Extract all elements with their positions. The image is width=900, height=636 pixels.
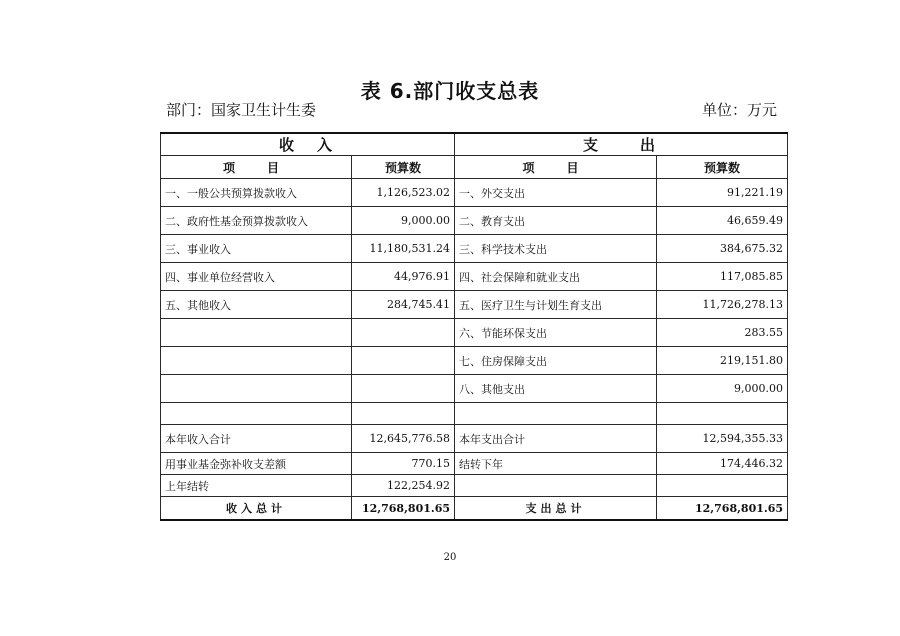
income-year-total-label: 本年收入合计 bbox=[161, 425, 352, 453]
empty-cell bbox=[161, 347, 352, 375]
income-value: 1,126,523.02 bbox=[352, 179, 455, 207]
empty-cell bbox=[455, 475, 657, 497]
income-value: 11,180,531.24 bbox=[352, 235, 455, 263]
income-label: 一、一般公共预算拨款收入 bbox=[161, 179, 352, 207]
empty-cell bbox=[657, 475, 788, 497]
table-row bbox=[161, 207, 788, 235]
table-row bbox=[161, 179, 788, 207]
expense-label: 五、医疗卫生与计划生育支出 bbox=[455, 291, 657, 319]
table-row bbox=[161, 291, 788, 319]
page-title: 表 6.部门收支总表 bbox=[360, 79, 540, 103]
expense-value: 117,085.85 bbox=[657, 263, 788, 291]
expense-year-total-label: 本年支出合计 bbox=[455, 425, 657, 453]
table-row bbox=[161, 319, 788, 347]
column-header-row bbox=[161, 156, 788, 179]
empty-cell bbox=[161, 403, 352, 425]
income-item-header: 项 目 bbox=[161, 156, 352, 179]
prior-carry-value: 122,254.92 bbox=[352, 475, 455, 497]
income-value: 284,745.41 bbox=[352, 291, 455, 319]
expense-grand-total-label: 支出总计 bbox=[455, 497, 657, 521]
income-label: 三、事业收入 bbox=[161, 235, 352, 263]
fund-offset-value: 770.15 bbox=[352, 453, 455, 475]
empty-cell bbox=[352, 403, 455, 425]
table-row bbox=[161, 347, 788, 375]
income-value: 44,976.91 bbox=[352, 263, 455, 291]
table-row bbox=[161, 475, 788, 497]
empty-cell bbox=[352, 375, 455, 403]
income-header: 收 入 bbox=[161, 133, 455, 156]
empty-cell bbox=[352, 347, 455, 375]
table-row bbox=[161, 425, 788, 453]
budget-table bbox=[160, 132, 788, 521]
section-header-row bbox=[161, 133, 788, 156]
carry-forward-value: 174,446.32 bbox=[657, 453, 788, 475]
expense-value: 11,726,278.13 bbox=[657, 291, 788, 319]
unit-label: 单位：万元 bbox=[702, 101, 778, 119]
expense-grand-total-value: 12,768,801.65 bbox=[657, 497, 788, 521]
expense-year-total-value: 12,594,355.33 bbox=[657, 425, 788, 453]
table-row bbox=[161, 403, 788, 425]
expense-value: 219,151.80 bbox=[657, 347, 788, 375]
expense-value: 46,659.49 bbox=[657, 207, 788, 235]
empty-cell bbox=[455, 403, 657, 425]
expense-value: 9,000.00 bbox=[657, 375, 788, 403]
income-value: 9,000.00 bbox=[352, 207, 455, 235]
income-budget-header: 预算数 bbox=[352, 156, 455, 179]
expense-item-header: 项 目 bbox=[455, 156, 657, 179]
expense-label: 三、科学技术支出 bbox=[455, 235, 657, 263]
income-label: 四、事业单位经营收入 bbox=[161, 263, 352, 291]
expense-label: 二、教育支出 bbox=[455, 207, 657, 235]
department-label: 部门：国家卫生计生委 bbox=[166, 101, 317, 119]
table-row bbox=[161, 235, 788, 263]
fund-offset-label: 用事业基金弥补收支差额 bbox=[161, 453, 352, 475]
expense-value: 283.55 bbox=[657, 319, 788, 347]
income-grand-total-label: 收入总计 bbox=[161, 497, 352, 521]
expense-header: 支 出 bbox=[455, 133, 788, 156]
expense-value: 91,221.19 bbox=[657, 179, 788, 207]
expense-label: 一、外交支出 bbox=[455, 179, 657, 207]
income-label: 二、政府性基金预算拨款收入 bbox=[161, 207, 352, 235]
income-label: 五、其他收入 bbox=[161, 291, 352, 319]
table-row bbox=[161, 453, 788, 475]
expense-value: 384,675.32 bbox=[657, 235, 788, 263]
page-number: 20 bbox=[443, 552, 457, 563]
income-grand-total-value: 12,768,801.65 bbox=[352, 497, 455, 521]
table-row bbox=[161, 375, 788, 403]
expense-label: 六、节能环保支出 bbox=[455, 319, 657, 347]
expense-label: 七、住房保障支出 bbox=[455, 347, 657, 375]
expense-label: 八、其他支出 bbox=[455, 375, 657, 403]
empty-cell bbox=[657, 403, 788, 425]
carry-forward-label: 结转下年 bbox=[455, 453, 657, 475]
expense-budget-header: 预算数 bbox=[657, 156, 788, 179]
expense-label: 四、社会保障和就业支出 bbox=[455, 263, 657, 291]
grand-total-row bbox=[161, 497, 788, 521]
prior-carry-label: 上年结转 bbox=[161, 475, 352, 497]
empty-cell bbox=[161, 375, 352, 403]
table-row bbox=[161, 263, 788, 291]
income-year-total-value: 12,645,776.58 bbox=[352, 425, 455, 453]
empty-cell bbox=[352, 319, 455, 347]
empty-cell bbox=[161, 319, 352, 347]
